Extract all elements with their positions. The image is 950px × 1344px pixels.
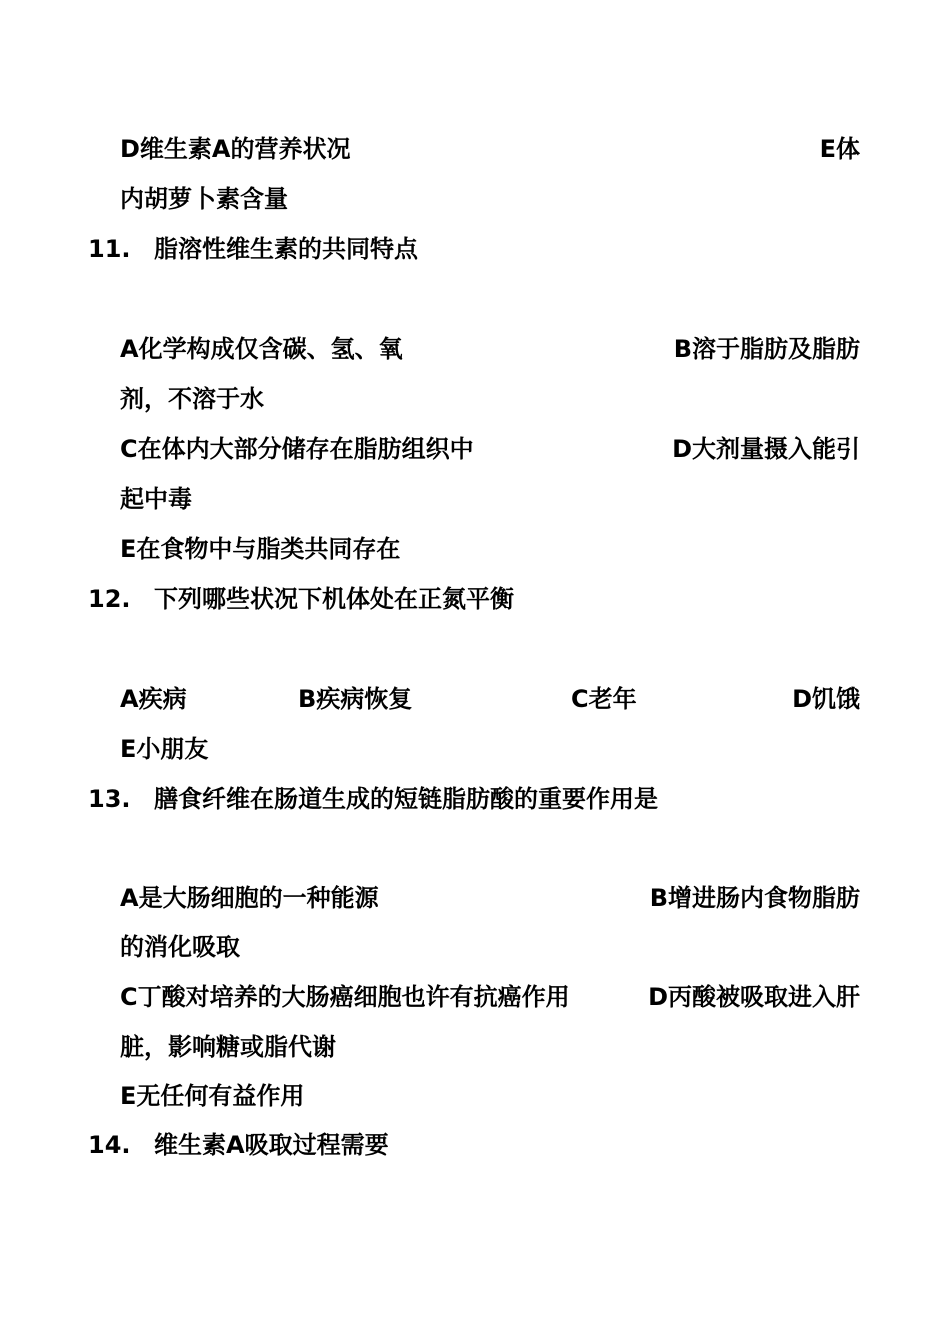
- q12-option-d: D饥饿: [792, 685, 860, 713]
- q11-option-d-start: D大剂量摄入能引: [672, 435, 860, 463]
- q10-option-e-start: E体: [819, 135, 860, 163]
- q14-number: 14.: [88, 1131, 131, 1159]
- q12-option-a: A疾病: [120, 685, 187, 713]
- q11-option-a: A化学构成仅含碳、氢、氧: [120, 335, 403, 363]
- q13-number: 13.: [88, 785, 131, 813]
- q11-option-c: C在体内大部分储存在脂肪组织中: [120, 435, 474, 463]
- q12-option-c: C老年: [571, 685, 637, 713]
- q11-option-b-cont: 剂，不溶于水: [120, 385, 264, 413]
- q12-option-e: E小朋友: [120, 735, 209, 763]
- q12-option-b: B疾病恢复: [298, 685, 413, 713]
- q10-option-e-cont: 内胡萝卜素含量: [120, 185, 288, 213]
- q13-option-b-cont: 的消化吸取: [120, 933, 240, 961]
- q11-stem: 脂溶性维生素的共同特点: [154, 235, 418, 263]
- q12-stem: 下列哪些状况下机体处在正氮平衡: [154, 585, 514, 613]
- q11-option-e: E在食物中与脂类共同存在: [120, 535, 401, 563]
- q13-option-e: E无任何有益作用: [120, 1082, 305, 1110]
- q11-number: 11.: [88, 235, 131, 263]
- q14-stem: 维生素A吸取过程需要: [154, 1131, 389, 1159]
- q13-option-b-start: B增进肠内食物脂肪: [649, 884, 860, 912]
- q13-stem: 膳食纤维在肠道生成的短链脂肪酸的重要作用是: [154, 785, 658, 813]
- q13-option-d-start: D丙酸被吸取进入肝: [648, 983, 860, 1011]
- q11-option-d-cont: 起中毒: [120, 485, 192, 513]
- q13-option-a: A是大肠细胞的一种能源: [120, 884, 379, 912]
- q13-option-c: C丁酸对培养的大肠癌细胞也许有抗癌作用: [120, 983, 570, 1011]
- q13-option-d-cont: 脏，影响糖或脂代谢: [120, 1033, 336, 1061]
- q12-number: 12.: [88, 585, 131, 613]
- q10-option-d: D维生素A的营养状况: [120, 135, 351, 163]
- q11-option-b-start: B溶于脂肪及脂肪: [673, 335, 860, 363]
